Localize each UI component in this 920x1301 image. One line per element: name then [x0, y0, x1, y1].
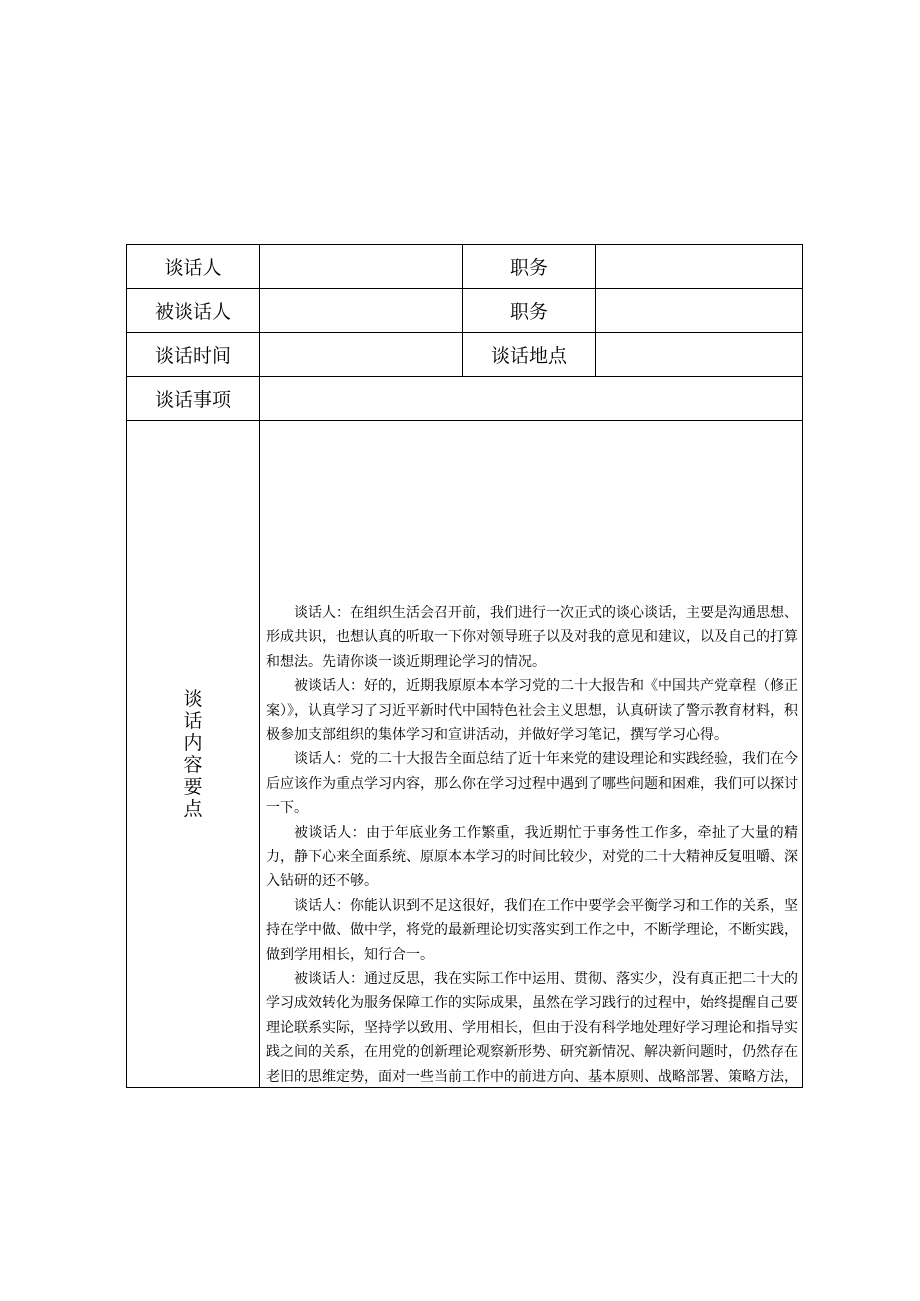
interview-record-table [126, 244, 803, 1088]
speaker-field[interactable] [260, 245, 463, 289]
content-paragraph: 谈话人：你能认识到不足这很好，我们在工作中要学会平衡学习和工作的关系，坚持在学中做、做中学，将党的最新理论切实落实到工作之中，不断学理论，不断实践，做到学用相长，知行合一。 [266, 897, 798, 963]
content-label-cell [127, 421, 260, 1088]
subject-field[interactable] [260, 377, 803, 421]
interviewee-position-field[interactable] [596, 289, 803, 333]
content-paragraph: 谈话人：在组织生活会召开前，我们进行一次正式的谈心谈话，主要是沟通思想、形成共识，也想认真的听取一下你对领导班子以及对我的意见和建议，以及自己的打算和想法。先请你谈一谈近期理论学习的情况。 [266, 604, 798, 670]
row-subject [127, 377, 803, 421]
speaker-label: 谈话人 [127, 245, 260, 289]
time-label: 谈话时间 [127, 333, 260, 377]
content-field[interactable] [260, 421, 803, 1088]
content-body [266, 601, 798, 1089]
interviewee-field[interactable] [260, 289, 463, 333]
location-field[interactable] [596, 333, 803, 377]
interviewee-label: 被谈话人 [127, 289, 260, 333]
interviewee-position-label: 职务 [463, 289, 596, 333]
time-field[interactable] [260, 333, 463, 377]
location-label: 谈话地点 [463, 333, 596, 377]
speaker-position-label: 职务 [463, 245, 596, 289]
row-content [127, 421, 803, 1088]
row-time-location [127, 333, 803, 377]
content-paragraph: 谈话人：党的二十大报告全面总结了近十年来党的建设理论和实践经验，我们在今后应该作为重点学习内容，那么你在学习过程中遇到了哪些问题和困难，我们可以探讨一下。 [266, 751, 798, 817]
content-label: 谈话内容要点 [183, 688, 203, 820]
content-paragraph: 被谈话人：由于年底业务工作繁重，我近期忙于事务性工作多，牵扯了大量的精力，静下心来全面系统、原原本本学习的时间比较少，对党的二十大精神反复咀嚼、深入钻研的还不够。 [266, 824, 798, 890]
content-paragraph: 被谈话人：通过反思，我在实际工作中运用、贯彻、落实少，没有真正把二十大的学习成效转化为服务保障工作的实际成果，虽然在学习践行的过程中，始终提醒自己要理论联系实际，坚持学以致用、学用相长，但由于没有科学地处理好学习理论和指导实践之间的关系，在用党的创新理论观察新形势、研究新情况、解决新问题时，仍然存在老旧的思维定势，面对一些当前工作中的前进方向、基本原则、战略部署、策略方法， [266, 970, 798, 1085]
content-paragraph: 被谈话人：好的，近期我原原本本学习党的二十大报告和《中国共产党章程（修正案）》，认真学习了习近平新时代中国特色社会主义思想，认真研读了警示教育材料，积极参加支部组织的集体学习和宣讲活动，并做好学习笔记，撰写学习心得。 [266, 678, 798, 743]
row-speaker [127, 245, 803, 289]
subject-label: 谈话事项 [127, 377, 260, 421]
row-interviewee [127, 289, 803, 333]
speaker-position-field[interactable] [596, 245, 803, 289]
